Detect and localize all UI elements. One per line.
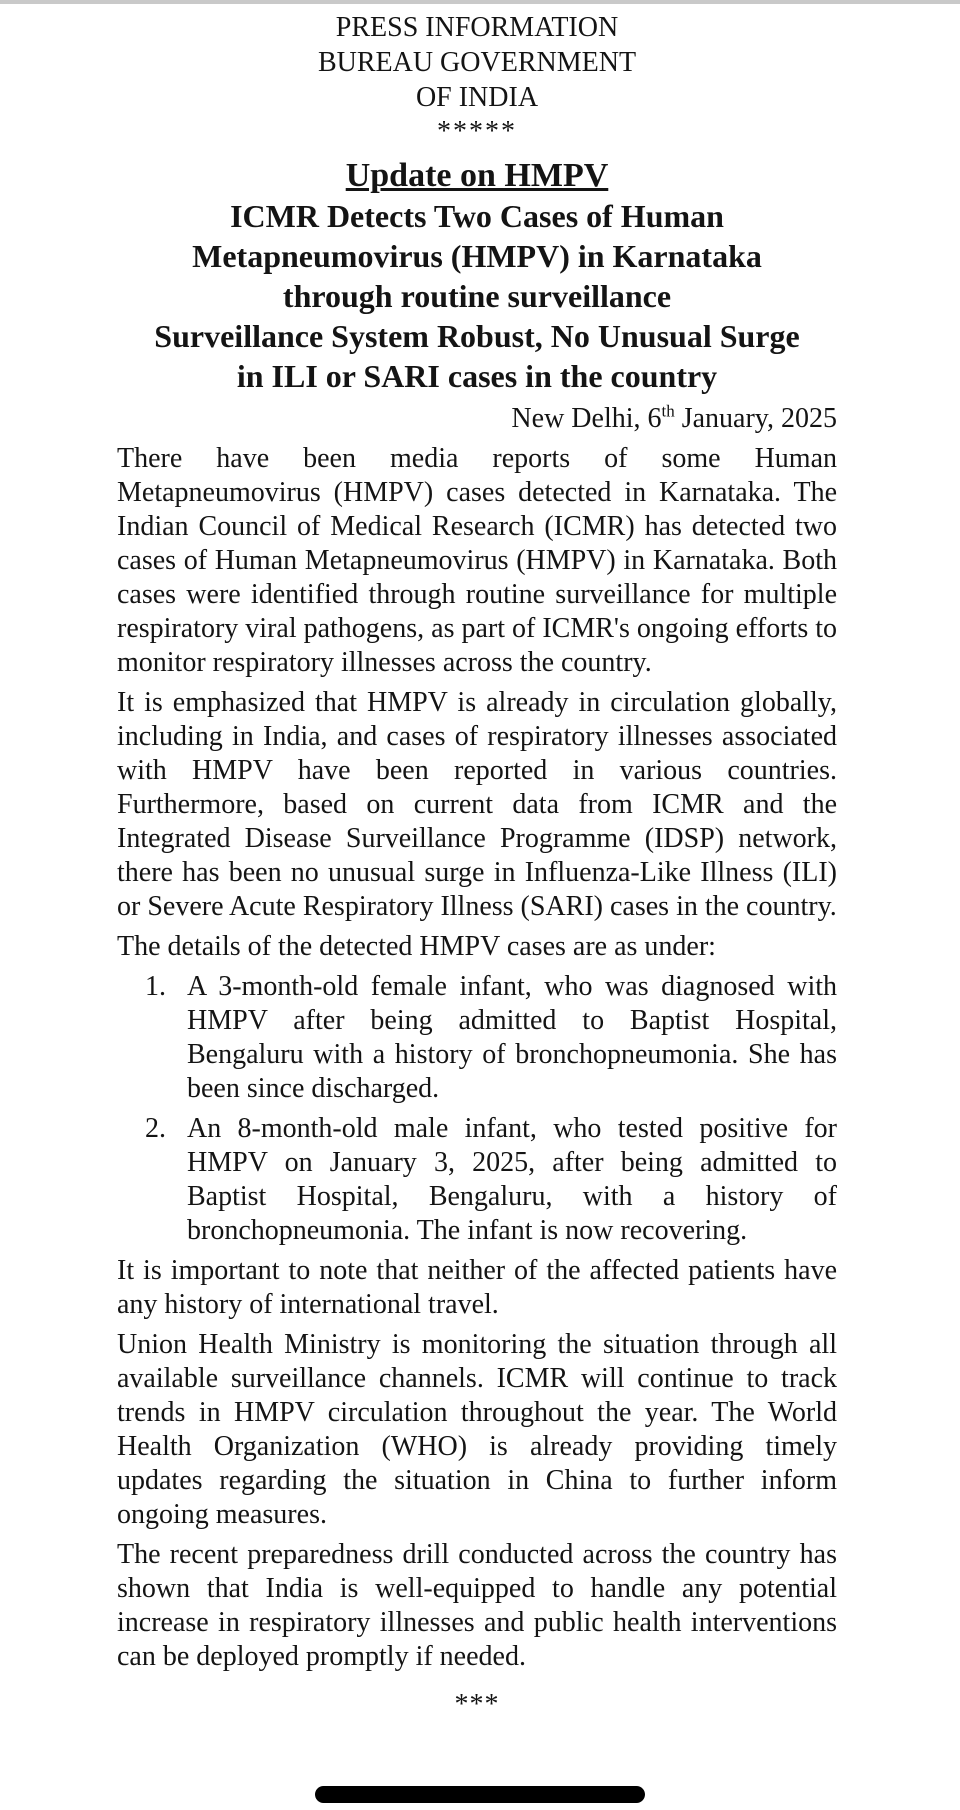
- headline-secondary: Surveillance System Robust, No Unusual Surge in ILI or SARI cases in the country: [154, 318, 800, 394]
- home-indicator-bar[interactable]: [315, 1786, 645, 1803]
- org-header-line: PRESS INFORMATION: [335, 12, 619, 43]
- paragraph-circulation: It is emphasized that HMPV is already in circulation globally, including in India, and cases of respiratory illnesses associated with HMPV have been reported in various countries. Furthermore, based on current data from ICMR and the Integrated Disease Surveillance Programme (IDSP) network, there has been no unusual surge in Influenza-Like Illness (ILI) or Severe Acute Respiratory Illness (SARI) cases in the country.: [117, 687, 837, 922]
- case-item-1: [145, 970, 837, 1106]
- org-header-line: BUREAU GOVERNMENT: [317, 47, 637, 78]
- page-title: Update on HMPV: [345, 157, 609, 194]
- press-information-bureau-header: [117, 10, 837, 115]
- paragraph-no-travel: It is important to note that neither of the affected patients have any history of international travel.: [117, 1255, 837, 1320]
- paragraph-details-lead: The details of the detected HMPV cases are as under:: [117, 931, 716, 962]
- header-stars-separator: *****: [437, 116, 517, 147]
- paragraph-ministry-monitoring: Union Health Ministry is monitoring the situation through all available surveillance channels. ICMR will continue to track trends in HMPV circulation throughout the year. The World Health Organization (WHO) is already providing timely updates regarding the situation in China to further inform ongoing measures.: [117, 1329, 837, 1530]
- paragraph-preparedness-drill: The recent preparedness drill conducted across the country has shown that India is well-equipped to handle any potential increase in respiratory illnesses and public health interventions can be deployed promptly if needed.: [117, 1539, 837, 1672]
- case-item-2: [145, 1112, 837, 1248]
- paragraph-media-reports: There have been media reports of some Human Metapneumovirus (HMPV) cases detected in Karnataka. The Indian Council of Medical Research (ICMR) has detected two cases of Human Metapneumovirus (HMPV) in Karnataka. Both cases were identified through routine surveillance for multiple respiratory viral pathogens, as part of ICMR's ongoing efforts to monitor respiratory illnesses across the country.: [117, 443, 837, 678]
- footer-stars-separator: ***: [454, 1689, 500, 1720]
- document-content: [117, 4, 837, 1722]
- case-number: 2.: [145, 1113, 166, 1144]
- case-text: A 3-month-old female infant, who was diagnosed with HMPV after being admitted to Baptist Hospital, Bengaluru with a history of bronchopneumonia. She has been since discharged.: [187, 971, 837, 1104]
- org-header-line: OF INDIA: [415, 82, 539, 113]
- case-number: 1.: [145, 971, 166, 1002]
- dateline-city-day: New Delhi, 6: [511, 403, 662, 434]
- dateline-rest: January, 2025: [674, 403, 837, 434]
- headline-primary: ICMR Detects Two Cases of Human Metapneumovirus (HMPV) in Karnataka through routine surveillance: [192, 198, 762, 314]
- dateline-ordinal: th: [661, 401, 675, 421]
- case-text: An 8-month-old male infant, who tested positive for HMPV on January 3, 2025, after being admitted to Baptist Hospital, Bengaluru, with a history of bronchopneumonia. The infant is now recovering.: [187, 1113, 837, 1246]
- dateline: [117, 402, 837, 436]
